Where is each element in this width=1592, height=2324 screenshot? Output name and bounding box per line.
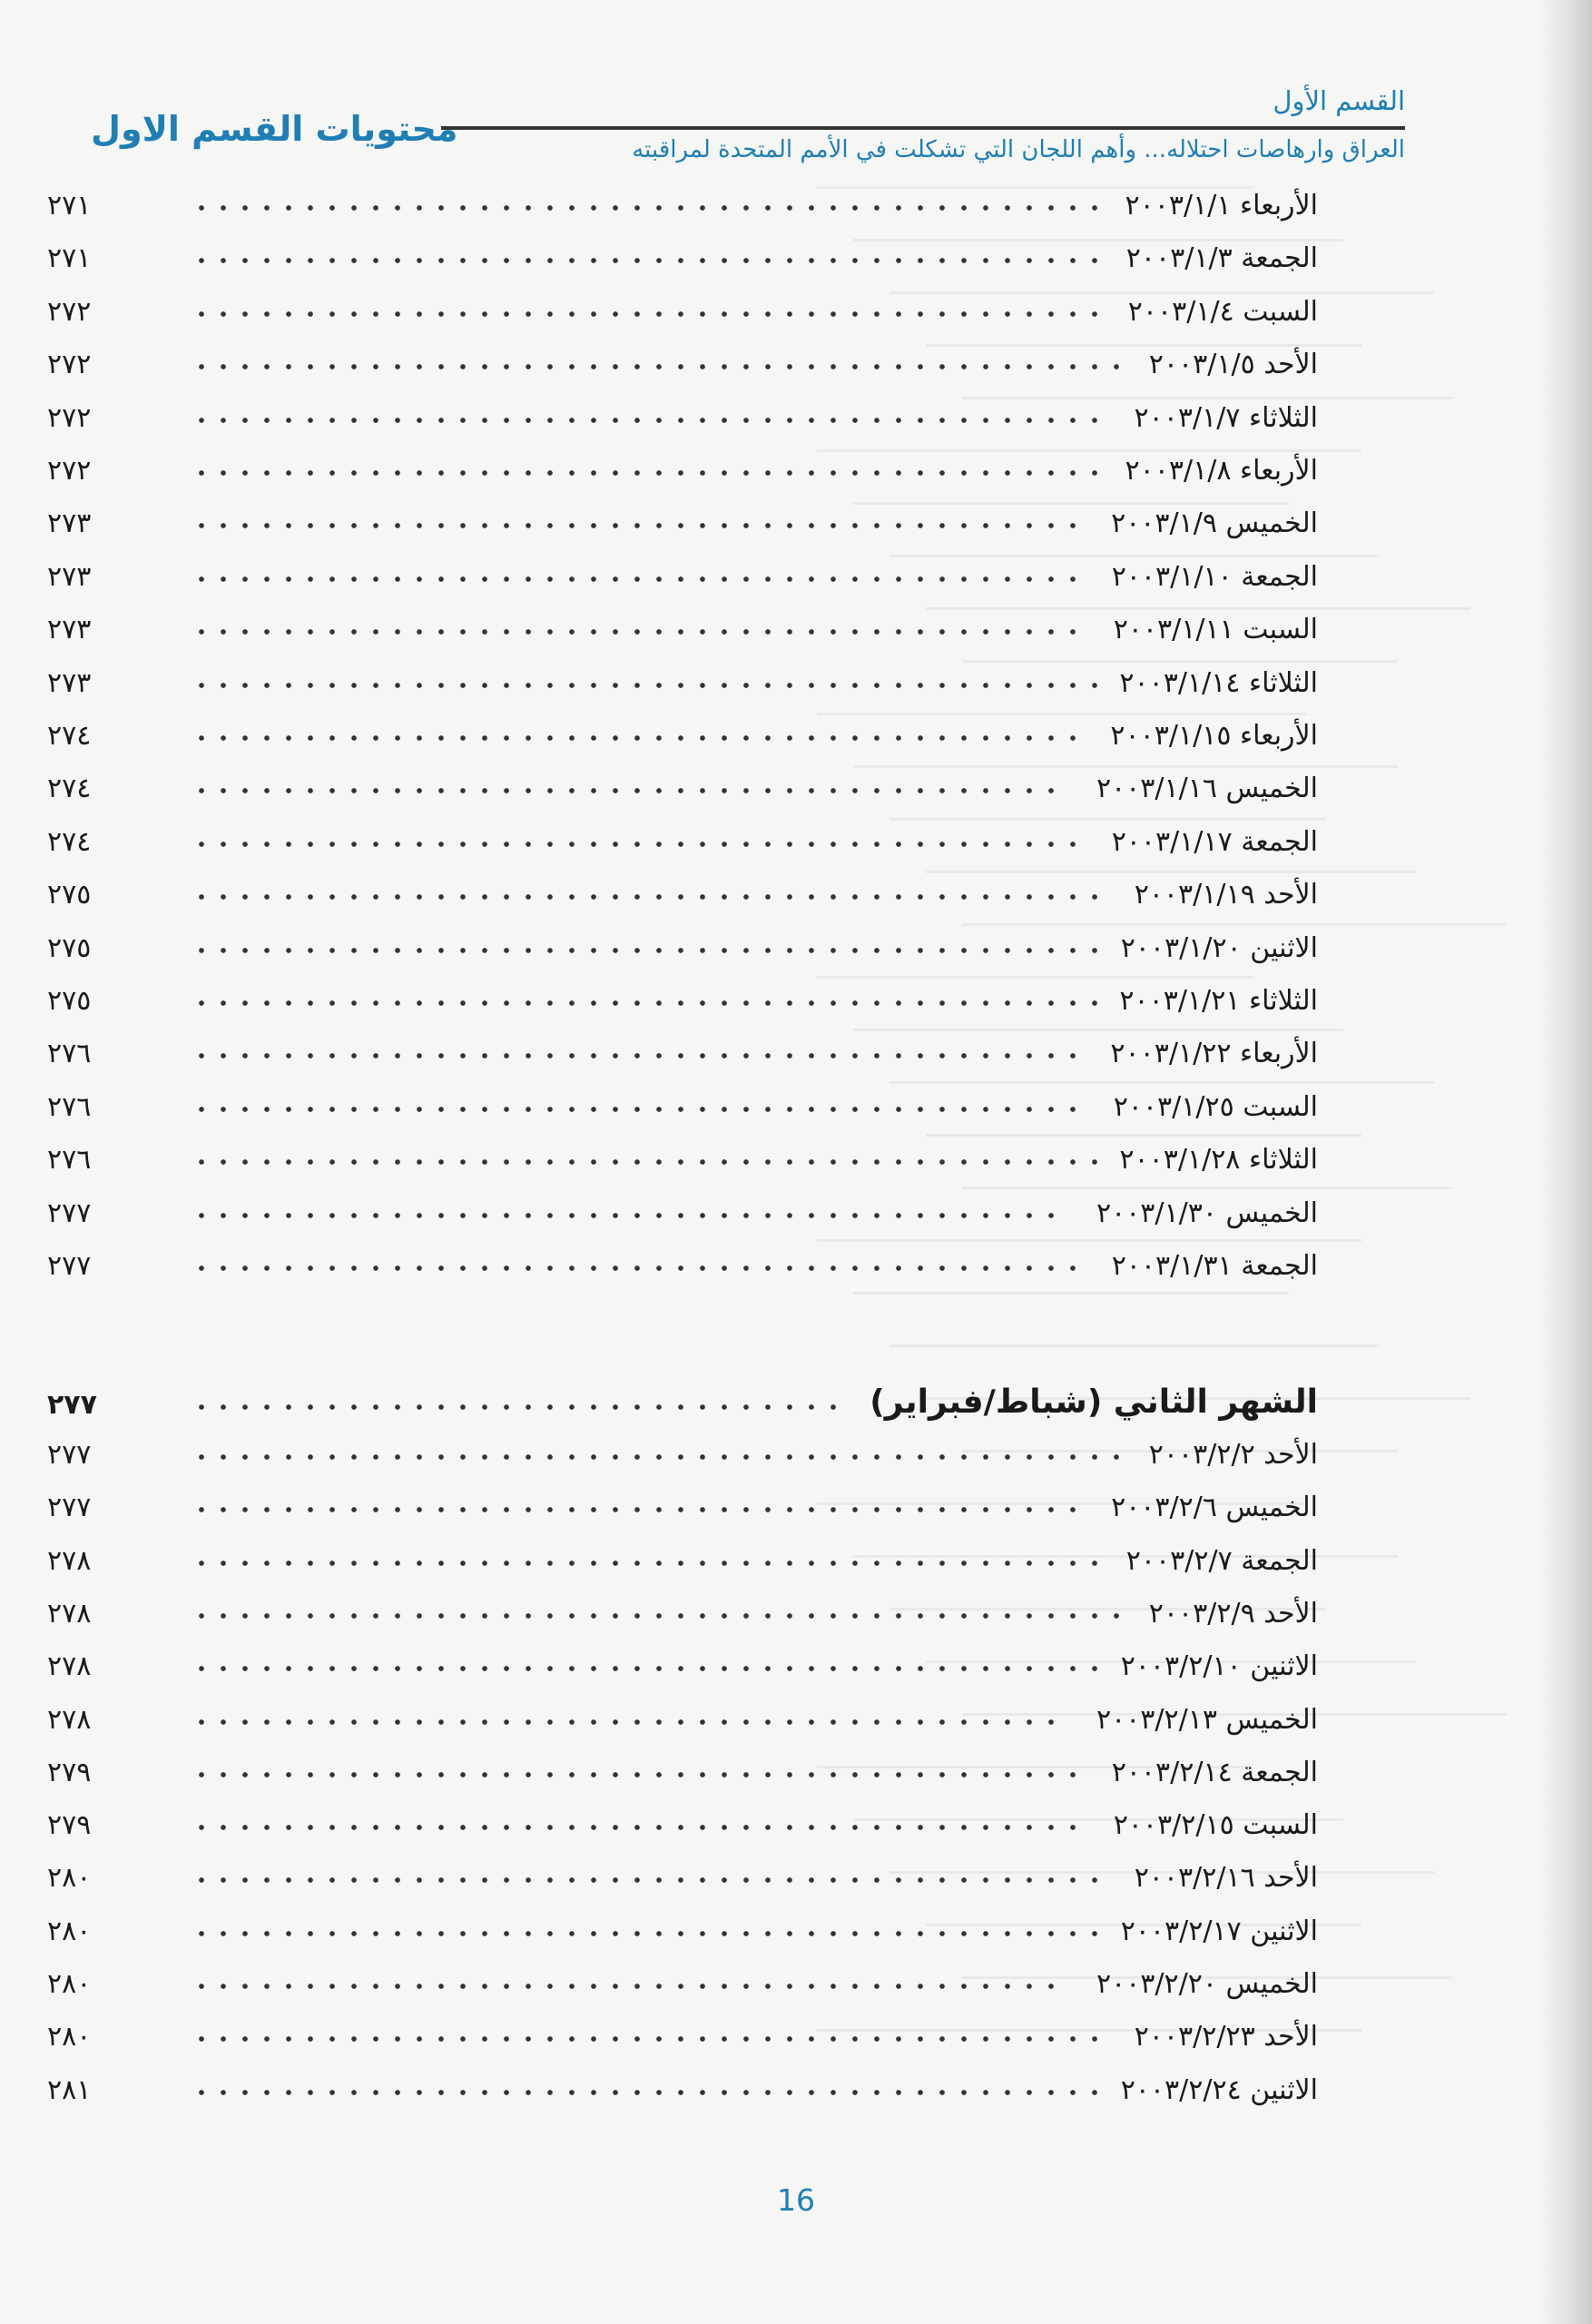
entry-day: الأحد bbox=[1263, 879, 1318, 911]
leader-dots bbox=[191, 1098, 1084, 1121]
toc-entry[interactable] bbox=[0, 1689, 1592, 1741]
toc-entry[interactable] bbox=[0, 174, 1592, 227]
toc-entry[interactable] bbox=[0, 1582, 1592, 1635]
month-title: الشهر الثاني (شباط/فبراير) bbox=[870, 1384, 1318, 1421]
entry-page-number: ٢٧٢ bbox=[47, 401, 92, 434]
toc-entry[interactable] bbox=[0, 811, 1592, 863]
entry-page-number: ٢٨٠ bbox=[47, 1862, 92, 1895]
entry-label bbox=[1112, 1757, 1318, 1788]
leader-dots bbox=[191, 355, 1127, 379]
leader-dots bbox=[191, 302, 1106, 326]
entry-label bbox=[1114, 614, 1318, 645]
leader-dots bbox=[191, 249, 1106, 272]
leader-dots bbox=[191, 1445, 1127, 1469]
leader-dots bbox=[191, 1974, 1062, 1998]
entry-page-number: ٢٧٤ bbox=[47, 773, 92, 805]
leader-dots bbox=[191, 2081, 1106, 2104]
entry-date: ٢٠٠٣/٢/٩ bbox=[1148, 1597, 1255, 1630]
entry-date: ٢٠٠٣/٢/١٦ bbox=[1134, 1862, 1255, 1895]
entry-page-number: ٢٧٢ bbox=[47, 295, 92, 328]
toc-month-heading[interactable] bbox=[0, 1374, 1592, 1426]
entry-page-number: ٢٧٢ bbox=[47, 349, 92, 381]
entry-page-number: ٢٨٠ bbox=[47, 1915, 92, 1947]
leader-dots bbox=[191, 514, 1084, 537]
toc-entry[interactable] bbox=[0, 1635, 1592, 1688]
entry-day: الاثنين bbox=[1250, 1650, 1318, 1683]
entry-day: الثلاثاء bbox=[1248, 666, 1318, 699]
leader-dots bbox=[191, 1710, 1062, 1734]
toc-entry[interactable] bbox=[0, 492, 1592, 545]
entry-day: الأحد bbox=[1263, 1862, 1318, 1895]
entry-date: ٢٠٠٣/١/٣٠ bbox=[1096, 1196, 1217, 1229]
entry-page-number: ٢٧٤ bbox=[47, 825, 92, 858]
leader-dots bbox=[191, 567, 1084, 591]
entry-label bbox=[1111, 1492, 1318, 1523]
entry-label bbox=[1126, 242, 1318, 274]
toc-entry[interactable] bbox=[0, 1741, 1592, 1794]
entry-day: الأربعاء bbox=[1239, 720, 1318, 752]
leader-dots bbox=[191, 1256, 1084, 1280]
entry-label bbox=[1135, 879, 1318, 911]
entry-page-number: ٢٧٥ bbox=[47, 879, 92, 911]
entry-day: الخميس bbox=[1225, 1968, 1318, 2000]
entry-date: ٢٠٠٣/١/٤ bbox=[1127, 295, 1234, 328]
entry-label bbox=[1121, 1915, 1318, 1947]
toc-entry[interactable] bbox=[0, 757, 1592, 810]
leader-dots bbox=[191, 1604, 1127, 1628]
entry-page-number: ٢٧٩ bbox=[47, 1809, 92, 1842]
entry-day: الجمعة bbox=[1241, 242, 1318, 275]
entry-day: الأربعاء bbox=[1239, 455, 1318, 487]
entry-label bbox=[1096, 1197, 1318, 1229]
leader-dots bbox=[191, 461, 1106, 485]
leader-dots bbox=[191, 832, 1084, 856]
entry-date: ٢٠٠٣/١/٥ bbox=[1148, 349, 1255, 381]
entry-date: ٢٠٠٣/١/١٦ bbox=[1096, 773, 1217, 805]
entry-label bbox=[1110, 1038, 1318, 1069]
entry-label bbox=[1149, 1598, 1318, 1630]
leader-dots bbox=[191, 1204, 1062, 1227]
entry-page-number: ٢٨١ bbox=[47, 2073, 92, 2106]
toc-entry[interactable] bbox=[0, 546, 1592, 598]
leader-dots bbox=[191, 620, 1084, 644]
page-number: 16 bbox=[777, 2182, 815, 2218]
entry-date: ٢٠٠٣/٢/٧ bbox=[1125, 1544, 1233, 1577]
entry-day: الخميس bbox=[1225, 1492, 1318, 1524]
toc-entry[interactable] bbox=[0, 333, 1592, 386]
leader-dots bbox=[191, 1922, 1106, 1945]
entry-day: الأحد bbox=[1263, 1597, 1318, 1630]
entry-date: ٢٠٠٣/١/١١ bbox=[1113, 614, 1234, 646]
toc-entry[interactable] bbox=[0, 652, 1592, 704]
entry-date: ٢٠٠٣/٢/٢٠ bbox=[1096, 1968, 1217, 2000]
entry-label bbox=[1112, 561, 1318, 593]
contents-title: محتويات القسم الاول bbox=[91, 109, 458, 149]
entry-day: السبت bbox=[1243, 295, 1318, 328]
show-through-line bbox=[889, 1344, 1380, 1347]
entry-label bbox=[1096, 773, 1318, 804]
entry-page-number: ٢٧٧ bbox=[47, 1492, 92, 1524]
toc-entry[interactable] bbox=[0, 1900, 1592, 1953]
toc-entry[interactable] bbox=[0, 1530, 1592, 1582]
entry-label bbox=[1126, 1545, 1318, 1577]
entry-label bbox=[1119, 1144, 1318, 1176]
header-rule bbox=[441, 126, 1405, 130]
toc-entry[interactable] bbox=[0, 1235, 1592, 1287]
toc-entry[interactable] bbox=[0, 1423, 1592, 1476]
entry-page-number: ٢٧٨ bbox=[47, 1650, 92, 1683]
entry-day: الجمعة bbox=[1241, 1756, 1318, 1788]
entry-day: الجمعة bbox=[1241, 1544, 1318, 1577]
entry-date: ٢٠٠٣/٢/١٣ bbox=[1096, 1703, 1217, 1736]
leader-dots bbox=[191, 196, 1106, 220]
entry-page-number: ٢٧٨ bbox=[47, 1597, 92, 1630]
toc-entry[interactable] bbox=[0, 1476, 1592, 1529]
entry-label bbox=[1149, 1439, 1318, 1471]
leader-dots bbox=[191, 1150, 1106, 1174]
toc-entry[interactable] bbox=[0, 2059, 1592, 2112]
entry-day: الأحد bbox=[1263, 2021, 1318, 2053]
toc-entry[interactable] bbox=[0, 1953, 1592, 2005]
toc-entry[interactable] bbox=[0, 439, 1592, 492]
entry-day: الخميس bbox=[1225, 773, 1318, 805]
toc-entry[interactable] bbox=[0, 387, 1592, 439]
entry-page-number: ٢٧٣ bbox=[47, 614, 92, 646]
leader-dots bbox=[191, 939, 1106, 962]
entry-date: ٢٠٠٣/١/٧ bbox=[1134, 401, 1241, 434]
entry-date: ٢٠٠٣/١/٢٥ bbox=[1113, 1090, 1234, 1123]
entry-day: الجمعة bbox=[1241, 1250, 1318, 1282]
entry-page-number: ٢٧٤ bbox=[47, 720, 92, 752]
leader-dots bbox=[191, 409, 1106, 432]
leader-dots bbox=[191, 991, 1106, 1015]
entry-label bbox=[1112, 826, 1318, 858]
entry-day: السبت bbox=[1243, 1809, 1318, 1842]
leader-dots bbox=[191, 674, 1106, 697]
leader-dots bbox=[191, 1816, 1084, 1839]
entry-day: الاثنين bbox=[1250, 1915, 1318, 1947]
entry-label bbox=[1096, 1968, 1318, 2000]
entry-label bbox=[1112, 1250, 1318, 1282]
entry-label bbox=[1135, 2021, 1318, 2053]
entry-label bbox=[1121, 2074, 1318, 2106]
toc-entry[interactable] bbox=[0, 970, 1592, 1022]
entry-label bbox=[1125, 190, 1318, 222]
entry-day: الأحد bbox=[1263, 349, 1318, 381]
entry-date: ٢٠٠٣/١/٢١ bbox=[1119, 985, 1241, 1017]
toc-entry[interactable] bbox=[0, 704, 1592, 757]
entry-day: الثلاثاء bbox=[1248, 985, 1318, 1017]
entry-day: الأربعاء bbox=[1239, 190, 1318, 222]
entry-page-number: ٢٧٥ bbox=[47, 931, 92, 964]
entry-date: ٢٠٠٣/١/٣١ bbox=[1111, 1250, 1233, 1282]
entry-page-number: ٢٧٧ bbox=[47, 1389, 97, 1421]
toc-entry[interactable] bbox=[0, 227, 1592, 280]
entry-date: ٢٠٠٣/١/١٠ bbox=[1111, 560, 1233, 593]
entry-label bbox=[1119, 985, 1318, 1017]
entry-date: ٢٠٠٣/١/٣ bbox=[1125, 242, 1233, 275]
entry-page-number: ٢٧٢ bbox=[47, 455, 92, 487]
toc-entry[interactable] bbox=[0, 1182, 1592, 1235]
entry-page-number: ٢٧٨ bbox=[47, 1544, 92, 1577]
toc-entry[interactable] bbox=[0, 1022, 1592, 1075]
entry-date: ٢٠٠٣/٢/١٥ bbox=[1113, 1809, 1234, 1842]
leader-dots bbox=[191, 726, 1084, 750]
show-through-line bbox=[853, 1292, 1289, 1295]
entry-day: الخميس bbox=[1225, 507, 1318, 540]
toc-entry[interactable] bbox=[0, 1794, 1592, 1846]
entry-date: ٢٠٠٣/١/٨ bbox=[1125, 455, 1232, 487]
leader-dots bbox=[191, 1498, 1084, 1521]
entry-date: ٢٠٠٣/١/٩ bbox=[1111, 507, 1217, 540]
entry-label bbox=[1121, 932, 1318, 964]
leader-dots bbox=[191, 779, 1062, 803]
entry-page-number: ٢٧١ bbox=[47, 190, 92, 222]
entry-day: الاثنين bbox=[1250, 931, 1318, 964]
entry-page-number: ٢٧٩ bbox=[47, 1756, 92, 1788]
toc-entry[interactable] bbox=[0, 1128, 1592, 1181]
entry-date: ٢٠٠٣/١/١٩ bbox=[1134, 879, 1255, 911]
leader-dots bbox=[191, 1868, 1106, 1892]
entry-date: ٢٠٠٣/١/٢٨ bbox=[1119, 1144, 1241, 1177]
entry-day: الاثنين bbox=[1250, 2073, 1318, 2106]
leader-dots bbox=[191, 1763, 1084, 1787]
entry-label bbox=[1135, 402, 1318, 434]
entry-page-number: ٢٧٣ bbox=[47, 666, 92, 699]
entry-day: السبت bbox=[1243, 614, 1318, 646]
entry-page-number: ٢٧٨ bbox=[47, 1703, 92, 1736]
entry-date: ٢٠٠٣/٢/١٧ bbox=[1120, 1915, 1242, 1947]
entry-date: ٢٠٠٣/١/٢٢ bbox=[1110, 1038, 1232, 1070]
leader-dots bbox=[191, 1657, 1106, 1680]
leader-dots bbox=[191, 1395, 844, 1419]
entry-label bbox=[1096, 1704, 1318, 1736]
entry-date: ٢٠٠٣/١/١٧ bbox=[1111, 825, 1233, 858]
entry-day: الثلاثاء bbox=[1248, 1144, 1318, 1177]
entry-label bbox=[1110, 720, 1318, 752]
entry-date: ٢٠٠٣/١/١٤ bbox=[1119, 666, 1241, 699]
entry-page-number: ٢٧٣ bbox=[47, 560, 92, 593]
entry-date: ٢٠٠٣/٢/٦ bbox=[1111, 1492, 1217, 1524]
toc-entry[interactable] bbox=[0, 863, 1592, 916]
entry-page-number: ٢٧٦ bbox=[47, 1038, 92, 1070]
entry-day: الجمعة bbox=[1241, 825, 1318, 858]
toc-entry[interactable] bbox=[0, 598, 1592, 651]
toc-entry[interactable] bbox=[0, 2005, 1592, 2058]
leader-dots bbox=[191, 885, 1106, 909]
entry-date: ٢٠٠٣/١/١٥ bbox=[1110, 720, 1232, 752]
entry-page-number: ٢٧١ bbox=[47, 242, 92, 275]
entry-label bbox=[1114, 1091, 1318, 1123]
entry-day: الأحد bbox=[1263, 1439, 1318, 1471]
entry-label bbox=[1119, 667, 1318, 699]
entry-page-number: ٢٧٣ bbox=[47, 507, 92, 540]
entry-page-number: ٢٧٦ bbox=[47, 1144, 92, 1177]
entry-date: ٢٠٠٣/٢/٢٤ bbox=[1120, 2073, 1242, 2106]
toc-entry[interactable] bbox=[0, 1846, 1592, 1899]
entry-page-number: ٢٨٠ bbox=[47, 2021, 92, 2053]
page-edge-shadow bbox=[1538, 0, 1592, 2324]
entry-label bbox=[1125, 455, 1318, 487]
entry-day: الأربعاء bbox=[1239, 1038, 1318, 1070]
leader-dots bbox=[191, 2027, 1106, 2051]
entry-date: ٢٠٠٣/٢/٢٣ bbox=[1134, 2021, 1255, 2053]
toc-entry[interactable] bbox=[0, 1076, 1592, 1128]
entry-page-number: ٢٧٧ bbox=[47, 1439, 92, 1471]
entry-date: ٢٠٠٣/٢/١٤ bbox=[1111, 1756, 1233, 1788]
entry-label bbox=[1114, 1809, 1318, 1841]
leader-dots bbox=[191, 1551, 1106, 1575]
entry-label bbox=[1128, 296, 1318, 328]
entry-page-number: ٢٧٧ bbox=[47, 1250, 92, 1282]
entry-day: الثلاثاء bbox=[1248, 401, 1318, 434]
entry-page-number: ٢٧٧ bbox=[47, 1196, 92, 1229]
header-subtitle: العراق وارهاصات احتلاله... وأهم اللجان التي تشكلت في الأمم المتحدة لمراقبته bbox=[632, 136, 1405, 163]
entry-label bbox=[1121, 1650, 1318, 1682]
toc-entry[interactable] bbox=[0, 917, 1592, 970]
entry-page-number: ٢٨٠ bbox=[47, 1968, 92, 2000]
entry-date: ٢٠٠٣/١/٢٠ bbox=[1120, 931, 1242, 964]
entry-date: ٢٠٠٣/٢/١٠ bbox=[1120, 1650, 1242, 1683]
entry-page-number: ٢٧٥ bbox=[47, 985, 92, 1017]
entry-day: الجمعة bbox=[1241, 560, 1318, 593]
entry-day: السبت bbox=[1243, 1090, 1318, 1123]
entry-page-number: ٢٧٦ bbox=[47, 1090, 92, 1123]
entry-date: ٢٠٠٣/٢/٢ bbox=[1148, 1439, 1255, 1471]
entry-label bbox=[1111, 507, 1318, 539]
entry-day: الخميس bbox=[1225, 1196, 1318, 1229]
toc-entry[interactable] bbox=[0, 281, 1592, 333]
section-label: القسم الأول bbox=[1273, 85, 1405, 116]
entry-day: الخميس bbox=[1225, 1703, 1318, 1736]
entry-date: ٢٠٠٣/١/١ bbox=[1125, 190, 1232, 222]
leader-dots bbox=[191, 1044, 1084, 1068]
entry-label bbox=[1135, 1862, 1318, 1894]
entry-label bbox=[1149, 349, 1318, 380]
